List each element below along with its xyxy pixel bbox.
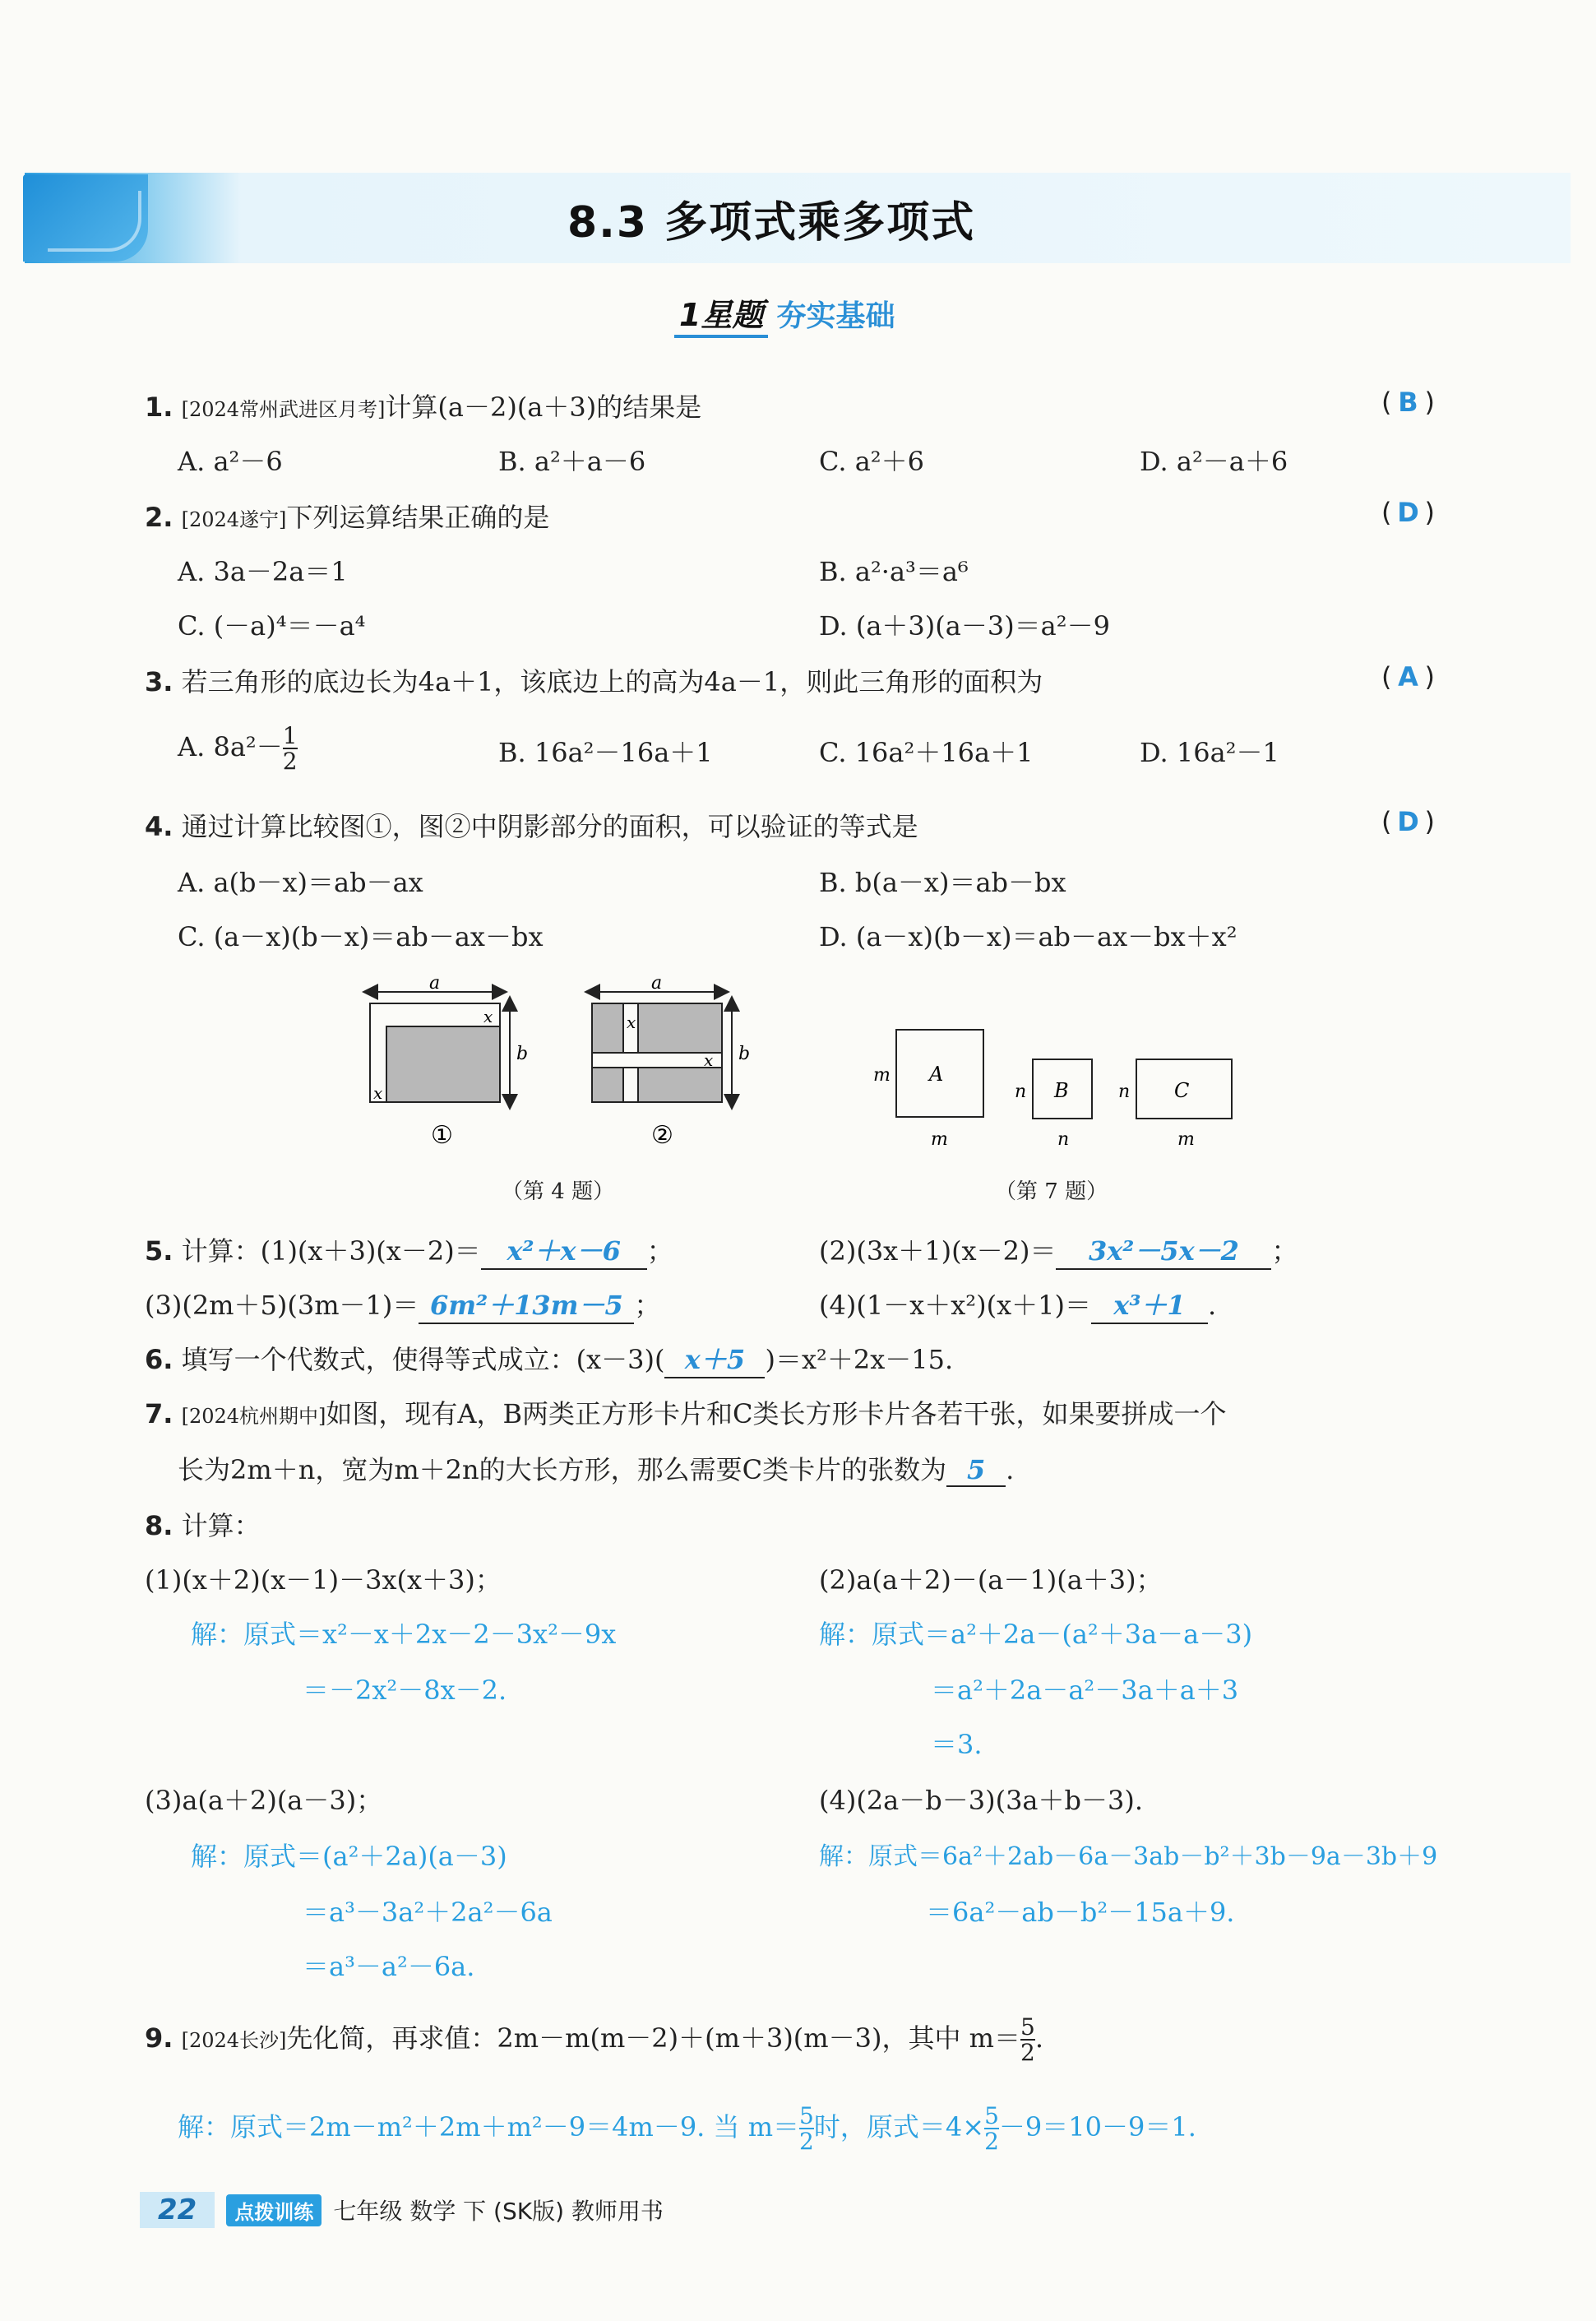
label-x: x (627, 1012, 636, 1032)
question-number: 5. (145, 1235, 173, 1267)
question-2 (145, 497, 549, 535)
question-stem: 先化简，再求值：2m－m(m－2)＋(m＋3)(m－3)，其中 m＝ (286, 2022, 1020, 2054)
answer-blank: x＋5 (664, 1339, 765, 1378)
option-d: D. 16a²－1 (1140, 737, 1279, 768)
q8-part-1: (1)(x＋2)(x－1)－3x(x＋3)； (145, 1564, 502, 1596)
answer-bracket: ( D ) (1381, 806, 1435, 837)
figure-7-caption: （第 7 题） (995, 1179, 1108, 1204)
part-suffix: ； (646, 1235, 673, 1267)
brand-logo: 点拨训练 (226, 2194, 322, 2226)
answer-blank: x²＋x－6 (481, 1230, 647, 1270)
option-d: D. a²－a＋6 (1140, 446, 1288, 477)
solution-line: ＝a²＋2a－a²－3a＋a＋3 (931, 1675, 1239, 1706)
question-9 (145, 2015, 1043, 2065)
answer-bracket: ( B ) (1381, 387, 1435, 418)
label-m: m (931, 1129, 948, 1150)
question-source: [2024常州武进区月考] (181, 398, 386, 421)
fraction-denominator: 2 (282, 748, 298, 776)
option-a (178, 724, 298, 774)
label-n: n (1057, 1129, 1070, 1150)
label-n: n (1118, 1082, 1131, 1102)
label-m: m (873, 1065, 891, 1086)
solution-text: 时，原式＝4× (813, 2110, 985, 2143)
answer-choice: D (1397, 497, 1419, 528)
question-6 (145, 1339, 953, 1378)
solution-text: 解：原式＝2m－m²＋2m＋m²－9＝4m－9. 当 m＝ (178, 2110, 800, 2143)
solution-line: 解：原式＝a²＋2a－(a²＋3a－a－3) (819, 1619, 1253, 1650)
solution-line: ＝3. (931, 1729, 983, 1760)
question-suffix: . (1006, 1454, 1015, 1485)
part-suffix: ； (634, 1290, 661, 1321)
solution-line: 解：原式＝6a²＋2ab－6a－3ab－b²＋3b－9a－3b＋9 (819, 1842, 1438, 1871)
option-b: B. a²·a³＝a⁶ (819, 556, 969, 587)
part-prefix: (2)(3x＋1)(x－2)＝ (819, 1235, 1057, 1267)
page-number: 22 (140, 2192, 215, 2228)
label-n: n (1015, 1082, 1027, 1102)
figure-label-2: ② (651, 1121, 673, 1150)
label-A: A (929, 1063, 944, 1086)
figure-label-1: ① (431, 1121, 453, 1150)
label-B: B (1054, 1079, 1069, 1102)
question-7-line-2 (178, 1449, 1014, 1487)
label-C: C (1174, 1079, 1190, 1102)
fraction-numerator: 5 (984, 2102, 999, 2129)
book-title: 七年级 数学 下 (SK版) 教师用书 (333, 2198, 664, 2225)
answer-blank: 5 (946, 1454, 1006, 1487)
part-prefix: (3)(2m＋5)(3m－1)＝ (145, 1290, 419, 1321)
section-title: 8.3 多项式乘多项式 (567, 198, 976, 248)
fraction (283, 724, 298, 774)
fraction (984, 2104, 999, 2154)
question-number: 9. (145, 2022, 173, 2054)
question-5-part-1 (145, 1230, 673, 1270)
question-number: 3. (145, 666, 173, 697)
solution-line: ＝a³－a²－6a. (303, 1951, 475, 1982)
option-d: D. (a＋3)(a－3)＝a²－9 (819, 610, 1110, 642)
part-suffix: . (1207, 1290, 1217, 1321)
level-banner (674, 290, 895, 338)
question-4 (145, 806, 918, 844)
answer-bracket: ( A ) (1381, 661, 1435, 693)
fraction-denominator: 2 (799, 2128, 814, 2156)
question-stem: 如图，现有A，B两类正方形卡片和C类长方形卡片各若干张，如果要拼成一个 (326, 1398, 1227, 1429)
question-7 (145, 1393, 1227, 1431)
figure-4-caption: （第 4 题） (502, 1179, 615, 1204)
fraction-denominator: 2 (984, 2128, 999, 2156)
option-a-text: A. 8a²－ (178, 730, 283, 762)
option-a: A. a(b－x)＝ab－ax (178, 867, 423, 898)
fraction-numerator: 5 (1020, 2013, 1035, 2041)
answer-bracket: ( D ) (1381, 497, 1435, 528)
option-c: C. (a－x)(b－x)＝ab－ax－bx (178, 921, 544, 952)
answer-blank: x³＋1 (1091, 1285, 1208, 1324)
question-5-part-4 (819, 1285, 1216, 1324)
figure-1 (370, 973, 528, 1150)
fraction-numerator: 5 (799, 2102, 814, 2129)
figures-area (0, 971, 1596, 1267)
q8-part-2: (2)a(a＋2)－(a－1)(a＋3)； (819, 1564, 1163, 1596)
option-b: B. a²＋a－6 (498, 446, 646, 477)
question-3 (145, 661, 1043, 699)
label-a: a (651, 973, 663, 994)
question-source: [2024遂宁] (181, 508, 287, 531)
option-a: A. a²－6 (178, 446, 283, 477)
option-c: C. (－a)⁴＝－a⁴ (178, 610, 366, 642)
label-m: m (1177, 1129, 1195, 1150)
answer-choice: B (1398, 387, 1418, 418)
solution-line: ＝a³－3a²＋2a²－6a (303, 1897, 553, 1928)
question-8 (145, 1505, 261, 1543)
question-stem: 通过计算比较图①，图②中阴影部分的面积，可以验证的等式是 (181, 811, 918, 842)
solution-line: ＝－2x²－8x－2. (303, 1675, 507, 1706)
answer-blank: 3x²－5x－2 (1056, 1230, 1271, 1270)
question-5-part-3 (145, 1285, 660, 1324)
option-c: C. a²＋6 (819, 446, 924, 477)
figure-2 (592, 973, 750, 1150)
question-number: 6. (145, 1344, 173, 1375)
question-stem-cont: 长为2m＋n，宽为m＋2n的大长方形，那么需要C类卡片的张数为 (178, 1454, 947, 1485)
label-a: a (429, 973, 441, 994)
answer-choice: D (1397, 806, 1419, 837)
fraction-denominator: 2 (1020, 2039, 1035, 2067)
solution-line: ＝6a²－ab－b²－15a＋9. (926, 1897, 1235, 1928)
option-a: A. 3a－2a＝1 (178, 556, 348, 587)
answer-blank: 6m²＋13m－5 (419, 1285, 634, 1324)
question-number: 7. (145, 1398, 173, 1429)
label-b: b (516, 1044, 529, 1064)
question-stem: 若三角形的底边长为4a＋1，该底边上的高为4a－1，则此三角形的面积为 (181, 666, 1043, 697)
question-stem: 下列运算结果正确的是 (286, 502, 550, 533)
label-x: x (373, 1083, 383, 1103)
question-1 (145, 387, 701, 424)
question-source: [2024杭州期中] (181, 1405, 326, 1428)
figure-7 (873, 1030, 1232, 1150)
solution-line: 解：原式＝x²－x＋2x－2－3x²－9x (191, 1619, 617, 1650)
label-x: x (704, 1050, 714, 1070)
header-tab-decoration (23, 174, 148, 262)
question-number: 4. (145, 811, 173, 842)
question-suffix: . (1034, 2022, 1043, 2054)
fraction (799, 2104, 814, 2154)
level-badge: 1星题 (674, 290, 768, 338)
question-stem: 计算： (181, 1510, 261, 1541)
question-stem: 计算(a－2)(a＋3)的结果是 (385, 391, 702, 423)
part-suffix: ； (1271, 1235, 1298, 1267)
answer-choice: A (1398, 661, 1418, 693)
option-d: D. (a－x)(b－x)＝ab－ax－bx＋x² (819, 921, 1237, 952)
label-b: b (738, 1044, 751, 1064)
solution-text: －9＝10－9＝1. (998, 2110, 1196, 2143)
option-c: C. 16a²＋16a＋1 (819, 737, 1034, 768)
fraction (1020, 2015, 1035, 2065)
question-source: [2024长沙] (181, 2028, 287, 2052)
question-number: 2. (145, 502, 173, 533)
part-prefix: (4)(1－x＋x²)(x＋1)＝ (819, 1290, 1091, 1321)
level-subtitle: 夯实基础 (776, 299, 895, 333)
question-9-solution (178, 2104, 1196, 2154)
option-b: B. b(a－x)＝ab－bx (819, 867, 1066, 898)
option-b: B. 16a²－16a＋1 (498, 737, 713, 768)
question-5-part-2 (819, 1230, 1298, 1270)
solution-line: 解：原式＝(a²＋2a)(a－3) (191, 1841, 507, 1872)
question-number: 1. (145, 391, 173, 423)
question-stem: 填写一个代数式，使得等式成立：(x－3)( (181, 1344, 665, 1375)
fraction-numerator: 1 (282, 722, 298, 749)
question-number: 8. (145, 1510, 173, 1541)
label-x: x (483, 1007, 493, 1026)
q8-part-3: (3)a(a＋2)(a－3)； (145, 1785, 383, 1816)
q8-part-4: (4)(2a－b－3)(3a＋b－3). (819, 1785, 1144, 1816)
question-suffix: )＝x²＋2x－15. (765, 1344, 954, 1375)
part-prefix: 计算：(1)(x＋3)(x－2)＝ (181, 1235, 481, 1267)
page-footer (140, 2192, 664, 2228)
